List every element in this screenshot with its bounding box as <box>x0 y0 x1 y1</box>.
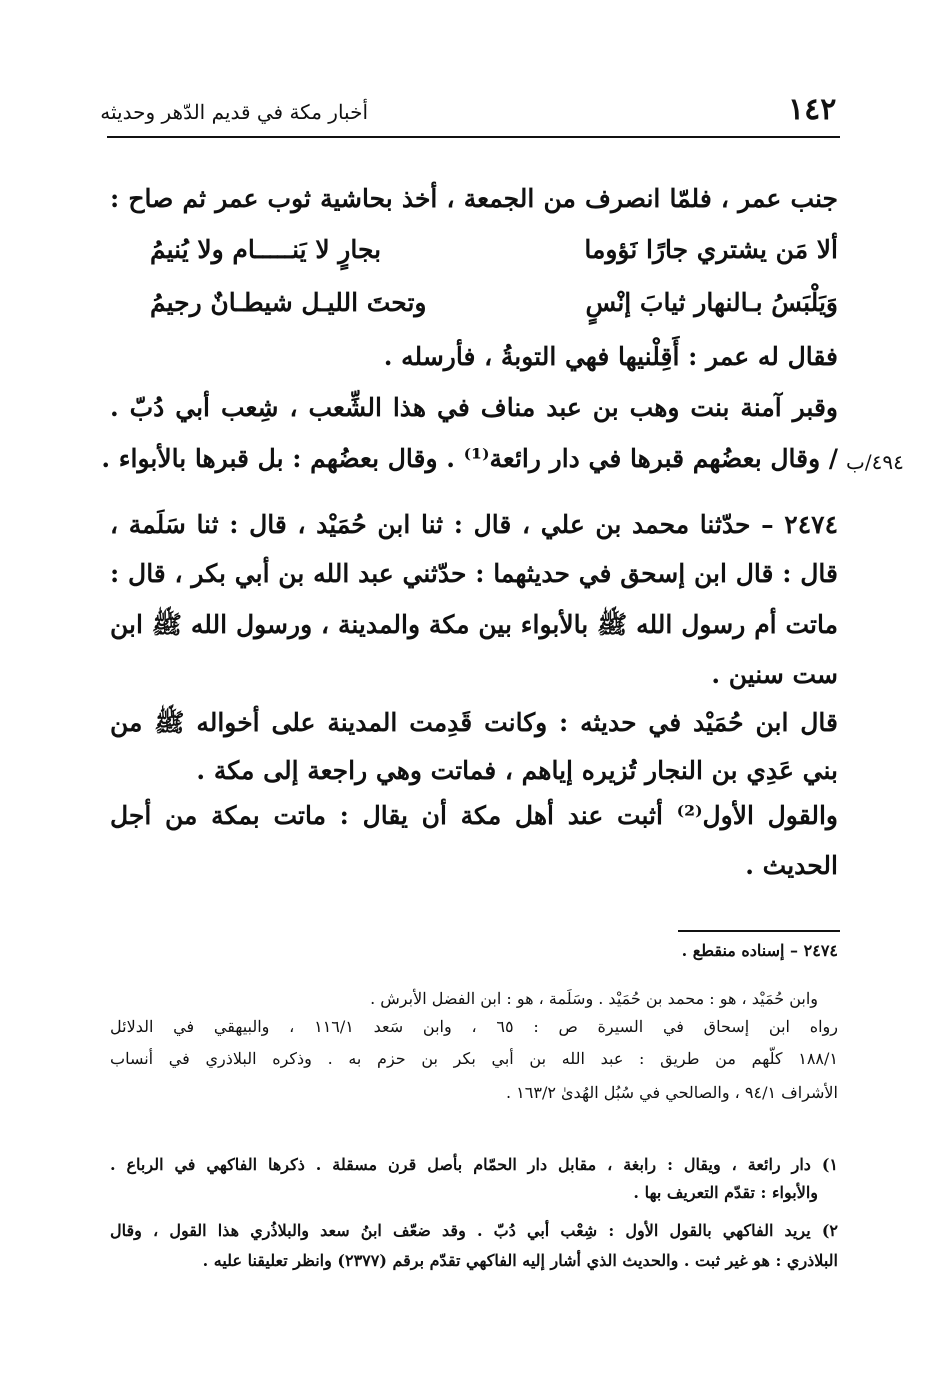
page-number: ١٤٢ <box>788 92 837 127</box>
text-line: قال ابن حُمَيْد في حديثه : وكانت قَدِمت المدينة على أخواله ﷺ من <box>110 708 838 737</box>
verse-hemistich: بجارٍ لا يَنـــــام ولا يُنيمُ <box>150 235 382 264</box>
footnote-line: وابن حُمَيْد ، هو : محمد بن حُمَيْد . وسَلَمة ، هو : ابن الفضل الأبرش . <box>370 989 818 1008</box>
header-divider <box>107 136 840 138</box>
text-line: قال : قال ابن إسحق في حديثهما : حدّثني عبد الله بن أبي بكر ، قال : <box>110 559 838 588</box>
footnote-line: ١٨٨/١ كلّهم من طريق : عبد الله بن أبي بكر بن حزم به . وذكره البلاذري في أنساب <box>110 1049 838 1068</box>
text-line: الحديث . <box>745 851 838 880</box>
text-line: ست سنين . <box>711 660 838 689</box>
verse-hemistich: ألا مَن يشتري جارًا نَؤوما <box>584 235 838 264</box>
footnote-line: ٢٤٧٤ – إسناده منقطع . <box>681 941 838 960</box>
footnote-line: ١) دار رائعة ، ويقال : رابغة ، مقابل دار الحمّام بأصل قرن مسقلة . ذكرها الفاكهي في الرباع . <box>110 1155 838 1174</box>
text-line: فقال له عمر : أَقِلْنيها فهي التوبةُ ، فأرسله . <box>383 342 838 371</box>
text-line: جنب عمر ، فلمّا انصرف من الجمعة ، أخذ بحاشية ثوب عمر ثم صاح : <box>110 184 838 213</box>
text-line: ٢٤٧٤ – حدّثنا محمد بن علي ، قال : ثنا ابن حُمَيْد ، قال : ثنا سَلَمة ، <box>110 510 838 539</box>
footnote-line: رواه ابن إسحاق في السيرة ص : ٦٥ ، وابن سَعد ١١٦/١ ، والبيهقي في الدلائل <box>110 1017 839 1036</box>
text-line: بني عَدِي بن النجار تُزيره إياهم ، فماتت وهي راجعة إلى مكة . <box>196 756 838 785</box>
verse-hemistich: وتحتَ الليـل شيطـانٌ رجيمُ <box>150 288 427 317</box>
text-line: والقول الأول⁽²⁾ أثبت عند أهل مكة أن يقال : ماتت بمكة من أجل <box>110 801 839 830</box>
running-title: أخبار مكة في قديم الدّهر وحديثه <box>100 100 368 124</box>
text-line: / وقال بعضُهم قبرها في دار رائعة⁽¹⁾ . وقال بعضُهم : بل قبرها بالأبواء . <box>101 444 838 473</box>
verse-hemistich: وَيَلْبَسُ بـالنهار ثيابَ إنْسٍ <box>585 288 838 317</box>
footnote-line: والأبواء : تقدّم التعريف بها . <box>633 1183 818 1202</box>
footnote-line: الأشراف ٩٤/١ ، والصالحي في سُبُل الهُدىٰ ١٦٣/٢ . <box>506 1083 838 1102</box>
footnote-divider <box>678 930 840 932</box>
footnote-line: البلاذري : هو غير ثبت . والحديث الذي أشار إليه الفاكهي تقدّم برقم (٢٣٧٧) وانظر تعليقنا عليه . <box>202 1251 838 1270</box>
footnote-line: ٢) يريد الفاكهي بالقول الأول : شِعْب أبي دُبّ . وقد ضعّف ابنُ سعد والبلاذُري هذا القول ، وقال <box>110 1221 838 1240</box>
text-line: وقبر آمنة بنت وهب بن عبد مناف في هذا الشِّعب ، شِعب أبي دُبّ . <box>110 393 838 422</box>
text-line: ماتت أم رسول الله ﷺ بالأبواء بين مكة والمدينة ، ورسول الله ﷺ ابن <box>110 610 838 639</box>
manuscript-folio-marker: ٤٩٤/ب <box>846 450 904 474</box>
